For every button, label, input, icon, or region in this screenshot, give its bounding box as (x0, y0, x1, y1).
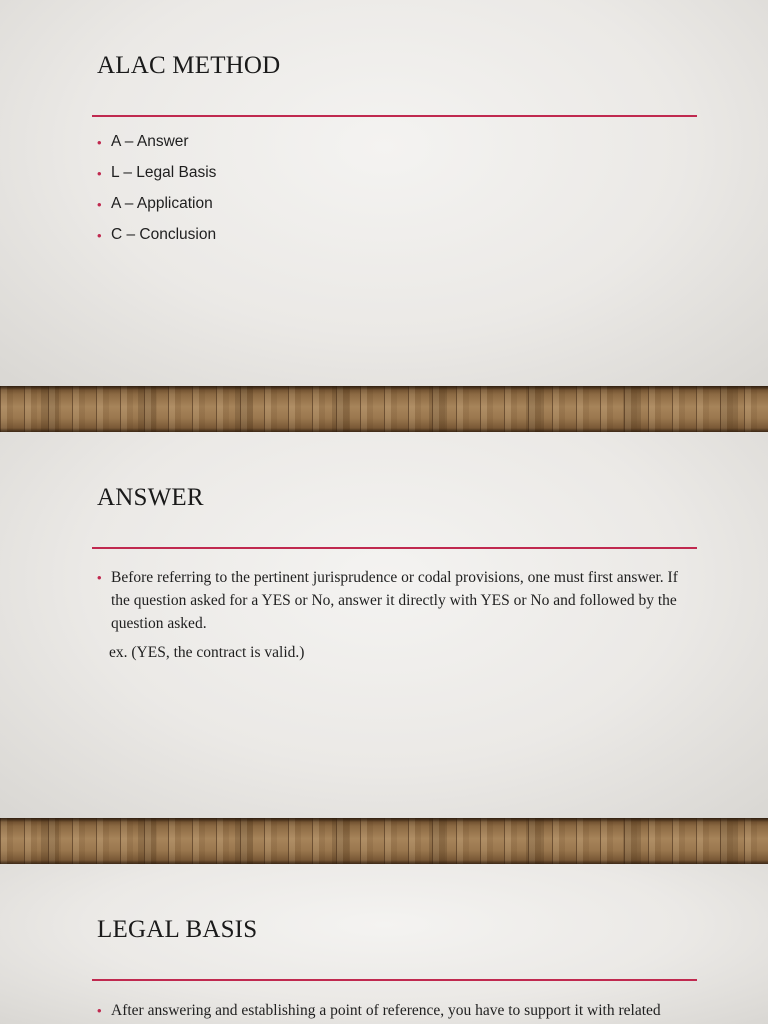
list-item-text: L – Legal Basis (111, 164, 217, 181)
bullet-list (97, 566, 697, 635)
bullet-dot-icon: • (97, 166, 102, 181)
list-item-text: A – Application (111, 195, 213, 212)
example-text: ex. (YES, the contract is valid.) (109, 644, 305, 661)
slide-legal-basis (0, 864, 768, 1024)
bullet-dot-icon: • (97, 135, 102, 150)
list-item-text: After answering and establishing a point of reference, you have to support it with related (111, 1002, 661, 1019)
slide-title: LEGAL BASIS (97, 916, 258, 943)
bullet-list (97, 132, 697, 256)
list-item (97, 194, 697, 214)
slide-title: ALAC METHOD (97, 52, 281, 79)
bullet-dot-icon: • (97, 197, 102, 212)
list-item (97, 225, 697, 245)
title-divider (92, 547, 697, 549)
list-item-text: Before referring to the pertinent jurisprudence or codal provisions, one must first answer. If the question asked for a YES or No, answer it directly with YES or No and followed by the question asked. (111, 569, 678, 632)
title-divider (92, 115, 697, 117)
bullet-list (97, 999, 697, 1022)
list-item (97, 132, 697, 152)
title-divider (92, 979, 697, 981)
list-item-text: A – Answer (111, 133, 189, 150)
slide-alac-method (0, 0, 768, 386)
bullet-dot-icon: • (97, 1003, 102, 1018)
slide-title: ANSWER (97, 484, 204, 511)
list-item (97, 566, 697, 635)
list-item-text: C – Conclusion (111, 226, 217, 243)
bullet-dot-icon: • (97, 570, 102, 585)
bullet-dot-icon: • (97, 228, 102, 243)
wood-floor-divider (0, 386, 768, 432)
list-item (97, 999, 697, 1022)
list-item (97, 163, 697, 183)
wood-floor-divider (0, 818, 768, 864)
slide-answer (0, 432, 768, 818)
